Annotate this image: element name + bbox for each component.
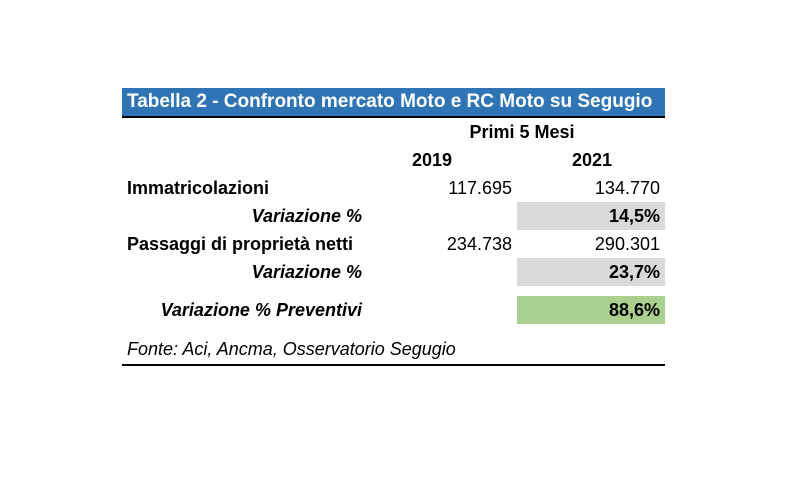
comparison-table xyxy=(122,88,665,366)
year-header-2021: 2021 xyxy=(571,149,613,170)
variation-value: 14,5% xyxy=(517,202,665,230)
table-title: Tabella 2 - Confronto mercato Moto e RC Moto su Segugio xyxy=(122,88,665,118)
table-row-passaggi xyxy=(122,230,665,258)
row-spacer xyxy=(122,324,665,334)
row-label: Variazione % xyxy=(251,205,362,226)
period-header: Primi 5 Mesi xyxy=(469,121,575,142)
table-row-variazione-immatricolazioni xyxy=(122,202,665,230)
value-2019: 117.695 xyxy=(448,177,512,198)
value-2021: 290.301 xyxy=(594,233,660,254)
value-2021: 134.770 xyxy=(594,177,660,198)
table-row-variazione-preventivi xyxy=(122,296,665,324)
preventivi-value: 88,6% xyxy=(517,296,665,324)
variation-value: 23,7% xyxy=(517,258,665,286)
row-label: Variazione % xyxy=(251,261,362,282)
table-row-immatricolazioni xyxy=(122,174,665,202)
period-header-row xyxy=(122,118,665,146)
row-label: Passaggi di proprietà netti xyxy=(127,233,354,254)
year-header-row xyxy=(122,146,665,174)
row-label: Immatricolazioni xyxy=(127,177,270,198)
year-header-2019: 2019 xyxy=(411,149,453,170)
value-2019: 234.738 xyxy=(446,233,512,254)
table-row-variazione-passaggi xyxy=(122,258,665,286)
row-spacer xyxy=(122,286,665,296)
source-note: Fonte: Aci, Ancma, Osservatorio Segugio xyxy=(122,334,665,366)
row-label: Variazione % Preventivi xyxy=(160,299,362,320)
